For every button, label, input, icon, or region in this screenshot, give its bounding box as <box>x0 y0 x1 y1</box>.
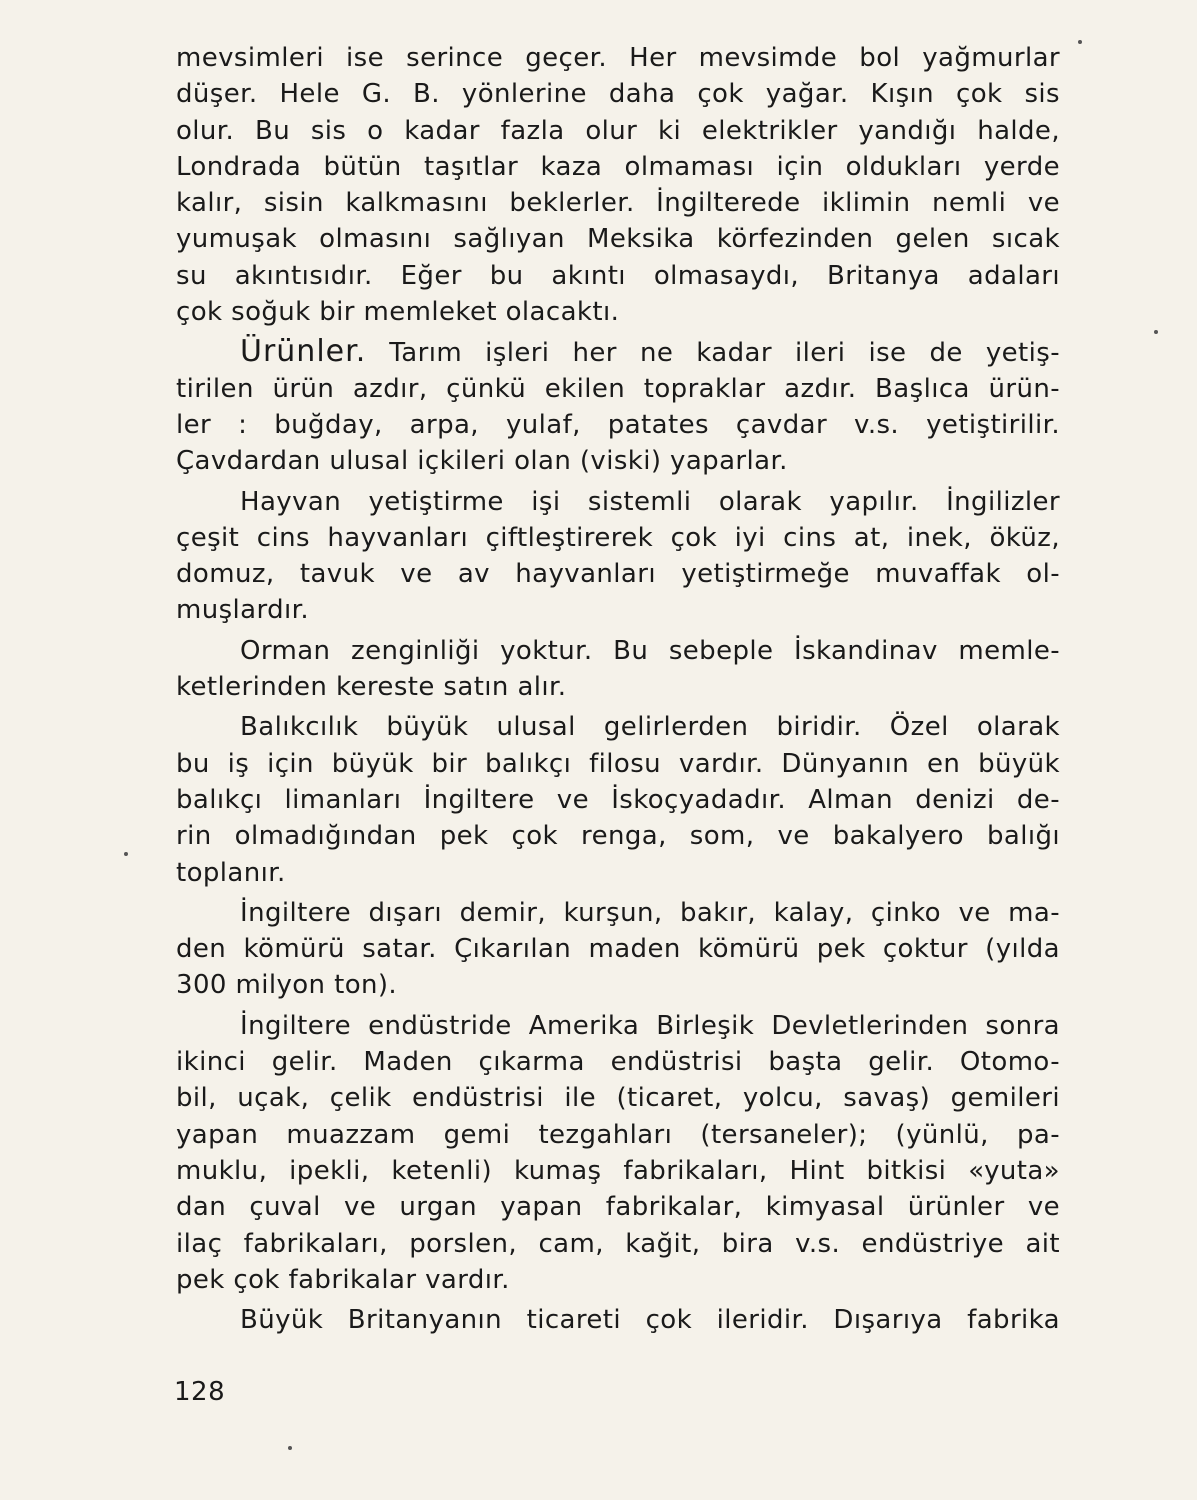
text-line: İngiltere endüstride Amerika Birleşik Devletlerinden sonra <box>240 1010 1060 1041</box>
text-line: ikinci gelir. Maden çıkarma endüstrisi başta gelir. Otomo- <box>176 1047 1060 1078</box>
text-line: kalır, sisin kalkmasını beklerler. İngilterede iklimin nemli ve <box>176 188 1060 219</box>
text-line: yumuşak olmasını sağlıyan Meksika körfezinden gelen sıcak <box>176 224 1060 255</box>
text-line: çeşit cins hayvanları çiftleştirerek çok iyi cins at, inek, öküz, <box>176 522 1060 553</box>
paragraph <box>176 1302 1060 1338</box>
print-speck <box>124 852 128 856</box>
paragraph <box>176 1008 1060 1298</box>
line-text: Tarım işleri her ne kadar ileri ise de yetiş- <box>366 338 1060 369</box>
paragraph <box>176 633 1060 706</box>
text-line: olur. Bu sis o kadar fazla olur ki elektrikler yandığı halde, <box>176 115 1060 146</box>
text-line: İngiltere dışarı demir, kurşun, bakır, kalay, çinko ve ma- <box>240 897 1060 928</box>
text-line: Hayvan yetiştirme işi sistemli olarak yapılır. İngilizler <box>240 486 1060 517</box>
text-line: Balıkcılık büyük ulusal gelirlerden biridir. Özel olarak <box>240 712 1060 743</box>
paragraph <box>176 334 1060 479</box>
paragraph <box>176 40 1060 330</box>
text-line: muşlardır. <box>176 595 310 626</box>
section-heading: Ürünler. <box>240 334 367 370</box>
paragraph <box>176 895 1060 1004</box>
text-line: bil, uçak, çelik endüstrisi ile (ticaret, yolcu, savaş) gemileri <box>176 1083 1060 1114</box>
paragraph <box>176 709 1060 890</box>
text-line: den kömürü satar. Çıkarılan maden kömürü pek çoktur (yılda <box>176 934 1060 965</box>
body-text <box>176 40 1060 1338</box>
text-line: ilaç fabrikaları, porslen, cam, kağit, bira v.s. endüstriye ait <box>176 1228 1060 1259</box>
text-line: Büyük Britanyanın ticareti çok ileridir. Dışarıya fabrika <box>240 1305 1060 1336</box>
print-speck <box>1078 40 1082 44</box>
text-line: tirilen ürün azdır, çünkü ekilen topraklar azdır. Başlıca ürün- <box>176 373 1060 404</box>
page-number: 128 <box>174 1377 226 1407</box>
text-line: rin olmadığından pek çok renga, som, ve bakalyero balığı <box>176 821 1060 852</box>
text-line: düşer. Hele G. B. yönlerine daha çok yağar. Kışın çok sis <box>176 79 1060 110</box>
text-line: ler : buğday, arpa, yulaf, patates çavdar v.s. yetiştirilir. <box>176 409 1060 440</box>
paragraph <box>176 484 1060 629</box>
text-line: domuz, tavuk ve av hayvanları yetiştirmeğe muvaffak ol- <box>176 559 1060 590</box>
text-line: bu iş için büyük bir balıkçı filosu vardır. Dünyanın en büyük <box>176 748 1060 779</box>
text-line <box>176 334 1060 370</box>
text-line: Çavdardan ulusal içkileri olan (viski) yaparlar. <box>176 446 788 477</box>
text-line: ketlerinden kereste satın alır. <box>176 672 567 703</box>
text-line: pek çok fabrikalar vardır. <box>176 1264 510 1295</box>
text-line: dan çuval ve urgan yapan fabrikalar, kimyasal ürünler ve <box>176 1192 1060 1223</box>
text-line: mevsimleri ise serince geçer. Her mevsimde bol yağmurlar <box>176 43 1060 73</box>
text-line: Londrada bütün taşıtlar kaza olmaması için oldukları yerde <box>176 151 1060 182</box>
text-line: Orman zenginliği yoktur. Bu sebeple İskandinav memle- <box>240 635 1060 666</box>
text-line: balıkçı limanları İngiltere ve İskoçyadadır. Alman denizi de- <box>176 784 1060 815</box>
text-line: su akıntısıdır. Eğer bu akıntı olmasaydı, Britanya adaları <box>176 260 1060 291</box>
print-speck <box>1154 330 1158 334</box>
text-line: muklu, ipekli, ketenli) kumaş fabrikaları, Hint bitkisi «yuta» <box>176 1155 1060 1186</box>
text-line: toplanır. <box>176 857 286 888</box>
text-line: çok soğuk bir memleket olacaktı. <box>176 297 620 328</box>
print-speck <box>288 1446 292 1450</box>
text-line: yapan muazzam gemi tezgahları (tersaneler); (yünlü, pa- <box>176 1119 1060 1150</box>
text-line: 300 milyon ton). <box>176 970 398 1001</box>
